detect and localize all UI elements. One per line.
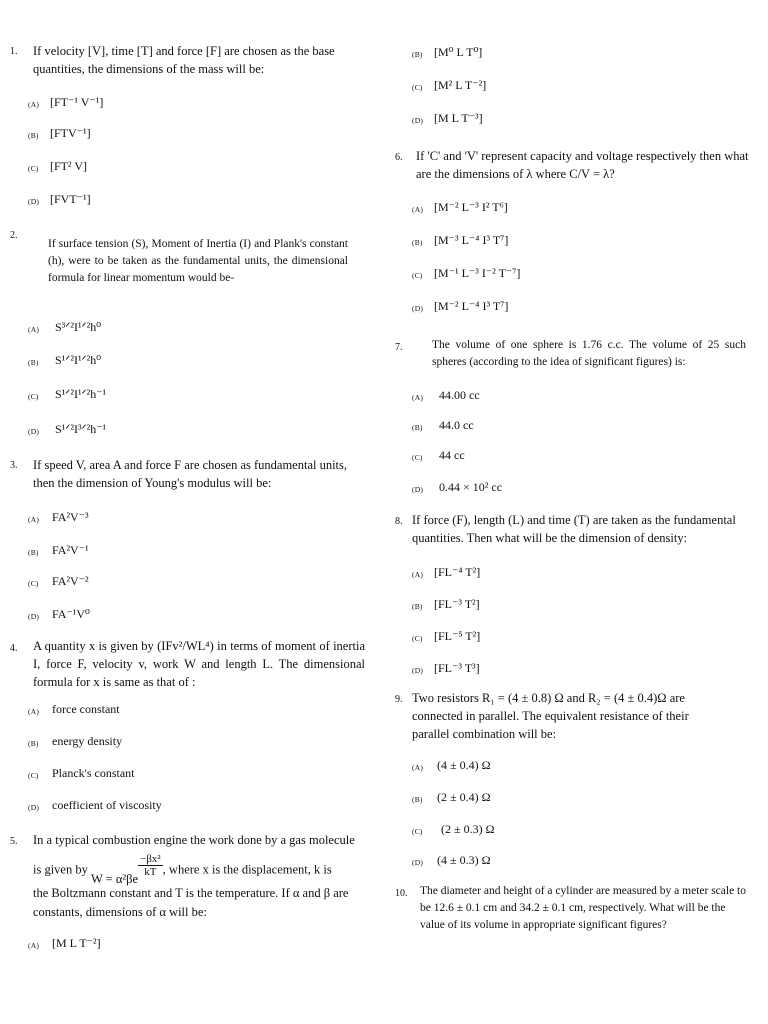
option-label-c: (C) <box>412 83 423 92</box>
formula-numerator: −βx² <box>140 853 161 865</box>
option-label-a: (A) <box>28 100 40 109</box>
option-c: FA²V⁻² <box>52 574 89 588</box>
question-text: If force (F), length (L) and time (T) are taken as the fundamental quantities. Then what will be the dimension of density: <box>412 513 736 545</box>
question-text: If 'C' and 'V' represent capacity and voltage respectively then what are the dimensions of λ where C/V = λ? <box>416 149 749 181</box>
option-a: [FL⁻⁴ T²] <box>434 565 481 579</box>
question-text: Two resistors R₁ = (4 ± 0.8) Ω and R₂ = (4 ± 0.4)Ω are connected in parallel. The equivalent resistance of their parallel combination will be: <box>412 691 689 741</box>
option-label-c: (C) <box>412 634 423 643</box>
question-text: The diameter and height of a cylinder are measured by a meter scale to be 12.6 ± 0.1 cm and 34.2 ± 0.1 cm, respectively. What will be the value of its volume in appropriate significant figures? <box>420 885 747 931</box>
option-a: [M L T⁻²] <box>52 936 101 950</box>
formula-lhs: W = α²βe <box>90 872 139 886</box>
question-number: 3. <box>10 460 18 471</box>
option-label-b: (B) <box>28 548 39 557</box>
option-label-c: (C) <box>28 164 39 173</box>
option-label-b: (B) <box>28 358 39 367</box>
question-text-line1: In a typical combustion engine the work done by a gas molecule <box>33 833 355 847</box>
option-d: (4 ± 0.3) Ω <box>437 853 491 867</box>
option-label-c: (C) <box>28 771 39 780</box>
option-c: 44 cc <box>439 448 465 462</box>
option-b: (2 ± 0.4) Ω <box>437 790 491 804</box>
option-c: [FL⁻⁵ T²] <box>434 629 481 643</box>
question-text-prefix: is given by <box>33 862 88 877</box>
option-c: [M⁻¹ L⁻³ I⁻² T⁻⁷] <box>434 266 521 280</box>
option-label-d: (D) <box>28 803 40 812</box>
option-label-c: (C) <box>28 579 39 588</box>
option-label-b: (B) <box>412 423 423 432</box>
question-text: The volume of one sphere is 1.76 c.c. The volume of 25 such spheres (according to the idea of significant figures) is: <box>432 339 746 368</box>
option-label-a: (A) <box>28 707 40 716</box>
option-label-d: (D) <box>412 485 424 494</box>
option-label-c: (C) <box>28 392 39 401</box>
option-b: [FTV⁻¹] <box>50 126 91 140</box>
option-d: [M⁻² L⁻⁴ I³ T⁷] <box>434 299 509 313</box>
question-text: If surface tension (S), Moment of Inertia (I) and Plank's constant (h), were to be taken as the fundamental units, the dimensional formula for linear momentum would be- <box>48 238 348 284</box>
question-text-suffix: , where x is the displacement, k is <box>162 862 332 877</box>
option-a: (4 ± 0.4) Ω <box>437 758 491 772</box>
option-c: Planck's constant <box>52 766 135 780</box>
question-text: A quantity x is given by (IFv²/WL⁴) in terms of moment of inertia I, force F, velocity v, work W and length L. The dimensional formula for x is same as that of : <box>33 639 365 689</box>
question-text-line2 <box>33 853 332 888</box>
option-label-c: (C) <box>412 827 423 836</box>
option-label-c: (C) <box>412 271 423 280</box>
question-number: 9. <box>395 694 403 705</box>
option-label-d: (D) <box>412 666 424 675</box>
option-c: [M² L T⁻²] <box>434 78 487 92</box>
option-label-b: (B) <box>412 795 423 804</box>
option-a: FA²V⁻³ <box>52 510 89 524</box>
question-number: 10. <box>395 888 408 899</box>
option-a: force constant <box>52 702 120 716</box>
option-c: (2 ± 0.3) Ω <box>441 822 495 836</box>
option-label-d: (D) <box>412 116 424 125</box>
question-number: 4. <box>10 643 18 654</box>
option-a: S³ᐟ²I¹ᐟ²h⁰ <box>55 320 102 334</box>
question-number: 7. <box>395 342 403 353</box>
question-number: 1. <box>10 46 18 57</box>
option-b: [M⁻³ L⁻⁴ I³ T⁷] <box>434 233 509 247</box>
option-label-a: (A) <box>28 941 40 950</box>
option-label-a: (A) <box>412 205 424 214</box>
formula <box>91 853 163 888</box>
option-label-b: (B) <box>412 50 423 59</box>
option-label-d: (D) <box>28 197 40 206</box>
option-d: [FVT⁻¹] <box>50 192 91 206</box>
option-label-a: (A) <box>28 325 40 334</box>
question-text-line3: the Boltzmann constant and T is the temperature. If α and β are <box>33 886 349 900</box>
option-label-b: (B) <box>412 602 423 611</box>
option-label-d: (D) <box>412 858 424 867</box>
option-label-b: (B) <box>412 238 423 247</box>
option-label-a: (A) <box>412 763 424 772</box>
question-text-line4: constants, dimensions of α will be: <box>33 905 207 919</box>
option-d: S¹ᐟ²I³ᐟ²h⁻¹ <box>55 422 107 436</box>
question-number: 8. <box>395 516 403 527</box>
option-d: 0.44 × 10² cc <box>439 480 503 494</box>
option-label-a: (A) <box>412 570 424 579</box>
option-label-b: (B) <box>28 131 39 140</box>
option-label-a: (A) <box>412 393 424 402</box>
question-number: 2. <box>10 230 18 241</box>
option-a: [FT⁻¹ V⁻¹] <box>50 95 104 109</box>
option-d: [M L T⁻³] <box>434 111 483 125</box>
option-c: [FT² V] <box>50 159 88 173</box>
option-b: [M⁰ L T⁰] <box>434 45 483 59</box>
formula-exponent <box>138 853 163 878</box>
option-label-c: (C) <box>412 453 423 462</box>
question-text: If speed V, area A and force F are chosen as fundamental units, then the dimension of Young's modulus will be: <box>33 458 348 490</box>
option-b: FA²V⁻¹ <box>52 543 89 557</box>
option-label-d: (D) <box>28 612 40 621</box>
option-b: [FL⁻³ T²] <box>434 597 480 611</box>
option-label-d: (D) <box>412 304 424 313</box>
option-b: S¹ᐟ²I¹ᐟ²h⁰ <box>55 353 102 367</box>
question-number: 5. <box>10 836 18 847</box>
question-number: 6. <box>395 152 403 163</box>
option-c: S¹ᐟ²I¹ᐟ²h⁻¹ <box>55 387 107 401</box>
option-label-a: (A) <box>28 515 40 524</box>
option-label-d: (D) <box>28 427 40 436</box>
option-b: 44.0 cc <box>439 418 474 432</box>
option-a: [M⁻² L⁻³ I² T⁶] <box>434 200 508 214</box>
option-label-b: (B) <box>28 739 39 748</box>
option-d: FA⁻¹V⁰ <box>52 607 90 621</box>
formula-denominator: kT <box>144 866 157 878</box>
question-text: If velocity [V], time [T] and force [F] are chosen as the base quantities, the dimensions of the mass will be: <box>33 44 335 76</box>
option-d: coefficient of viscosity <box>52 798 162 812</box>
option-d: [FL⁻³ T³] <box>434 661 480 675</box>
option-a: 44.00 cc <box>439 388 480 402</box>
option-b: energy density <box>52 734 123 748</box>
